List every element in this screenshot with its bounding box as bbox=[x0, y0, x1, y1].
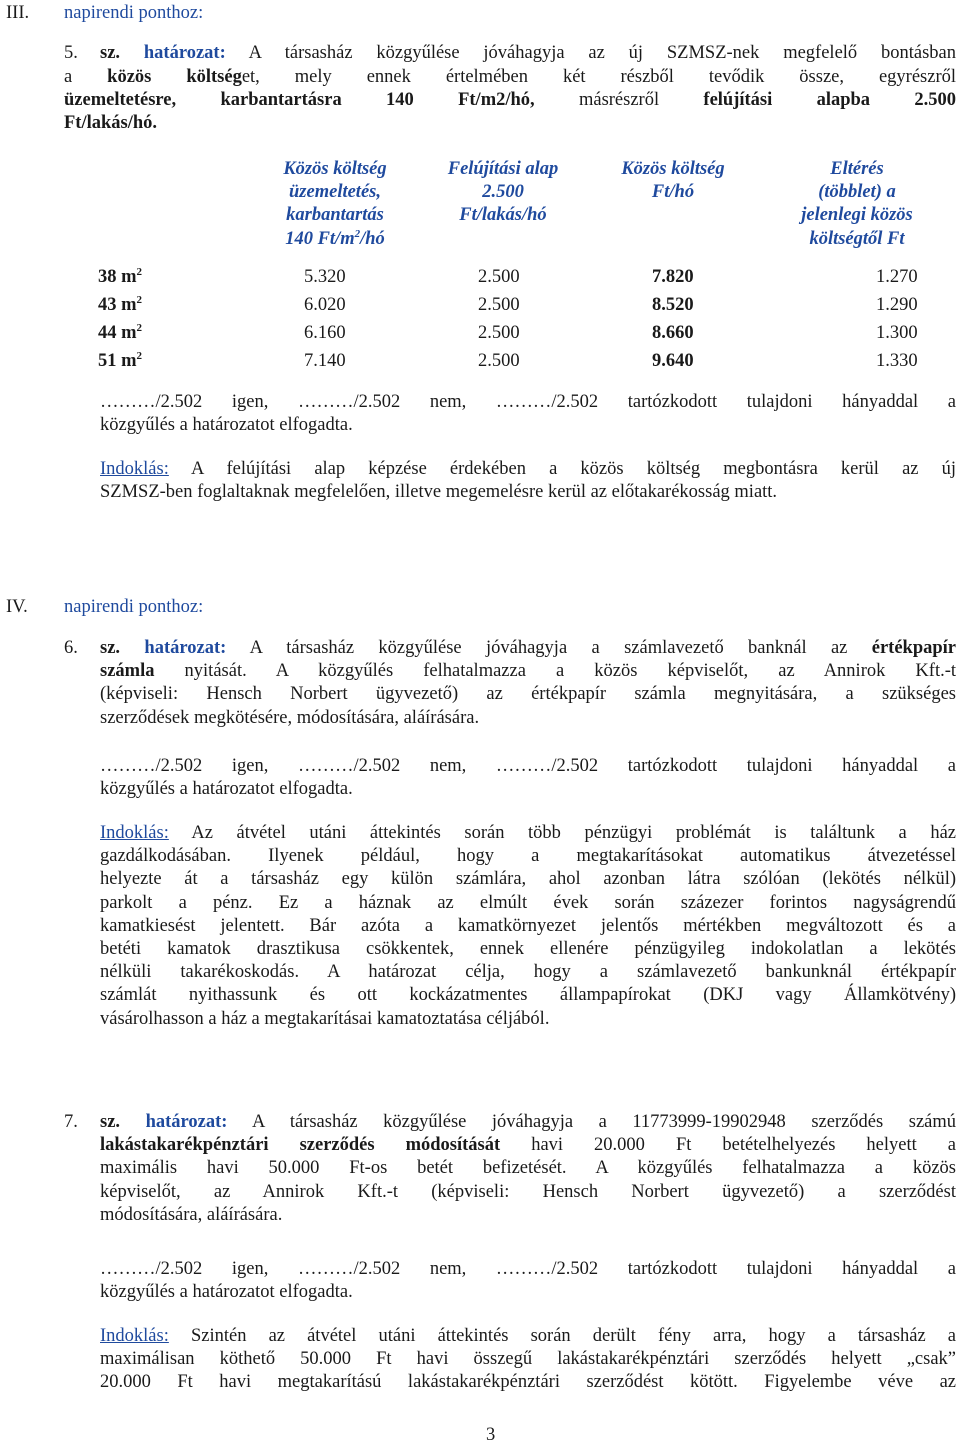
text-line: vásárolhasson a ház a megtakarításai kamatoztatása céljából. bbox=[100, 1008, 550, 1029]
bold-term: felújítási alapba 2.500 bbox=[703, 90, 956, 111]
vote-line: ………/2.502 igen, ………/2.502 nem, ………/2.502 tartózkodott tulajdoni hányaddal a bbox=[100, 1259, 956, 1279]
total-cost: 8.520 bbox=[652, 295, 694, 315]
resolution-label: határozat: bbox=[143, 43, 226, 63]
apartment-size: 51 m bbox=[98, 351, 137, 371]
text-line: (képviseli: Hensch Norbert ügyvezető) az értékpapír számla megnyitására, a szükséges bbox=[100, 684, 956, 705]
renovation-fund: 2.500 bbox=[478, 351, 520, 371]
text-line: helyezte át a társasház egy külön számlára, ahol azonban látra szólóan (lekötés nélkül) bbox=[100, 869, 956, 890]
table-header-operating bbox=[250, 158, 420, 251]
reasoning-label: Indoklás: bbox=[100, 823, 169, 843]
vote-line: közgyűlés a határozatot elfogadta. bbox=[100, 1282, 353, 1303]
resolution-5-text bbox=[100, 42, 956, 65]
cost-difference: 1.330 bbox=[876, 351, 918, 371]
total-cost: 9.640 bbox=[652, 351, 694, 371]
sz-label: sz. bbox=[100, 638, 121, 658]
text-line: módosítására, aláírására. bbox=[100, 1204, 283, 1225]
renovation-fund: 2.500 bbox=[478, 267, 520, 287]
total-cost: 8.660 bbox=[652, 323, 694, 343]
section-number: III. bbox=[6, 3, 30, 23]
bold-term: értékpapír bbox=[871, 638, 957, 658]
text-line: betéti kamatok drasztikusa csökkentek, ennek ellenére pénzügyileg indokolatlan a lekötés bbox=[100, 939, 956, 960]
superscript: 2 bbox=[354, 227, 361, 240]
text-line: Ft/lakás/hó. bbox=[64, 113, 158, 134]
header-line: jelenlegi közös bbox=[801, 205, 913, 226]
bold-term: üzemeltetésre, karbantartásra 140 Ft/m2/hó, bbox=[64, 90, 535, 111]
resolution-6-text bbox=[100, 637, 956, 730]
text-fragment: A társasház közgyűlése jóváhagyja a 11773999-19902948 szerződés számú bbox=[251, 1112, 957, 1132]
header-line: Közös költség bbox=[283, 159, 387, 179]
operating-cost: 6.020 bbox=[304, 295, 346, 315]
header-line: karbantartás bbox=[286, 205, 384, 226]
renovation-fund: 2.500 bbox=[478, 323, 520, 343]
section-label: napirendi ponthoz: bbox=[64, 3, 204, 23]
resolution-number: 6. bbox=[64, 638, 78, 658]
text-fragment: havi 20.000 Ft betételhelyezés helyett a bbox=[531, 1135, 956, 1156]
text-line: kamatkiesést jelentett. Bár azóta a kamatkörnyezet jelentős mértékben megváltozott és a bbox=[100, 915, 956, 936]
superscript: 2 bbox=[136, 322, 143, 334]
text-fragment: Szintén az átvétel utáni áttekintés során derült fény arra, hogy a társasház a bbox=[190, 1326, 957, 1346]
text-line: szerződések megkötésére, módosítására, aláírására. bbox=[100, 707, 480, 728]
text-line: gazdálkodásában. Ilyenek például, hogy a megtakarításokat automatikus átvezetéssel bbox=[100, 846, 956, 867]
text-line: nélküli takarékoskodás. A határozat célja, hogy a számlavezető bankunknál értékpapír bbox=[100, 962, 956, 983]
cost-difference: 1.270 bbox=[876, 267, 918, 287]
vote-result bbox=[100, 1258, 956, 1304]
cost-difference: 1.300 bbox=[876, 323, 918, 343]
header-line: (többlet) a bbox=[818, 182, 896, 203]
resolution-label: határozat: bbox=[145, 1112, 228, 1132]
text-fragment: et, mely ennek értelmében két részből tevődik össze, egyrészről bbox=[241, 67, 956, 87]
text-fragment: A társasház közgyűlése jóváhagyja a számlavezető banknál az bbox=[249, 638, 848, 658]
vote-result bbox=[100, 391, 956, 437]
superscript: 2 bbox=[136, 266, 143, 278]
resolution-label: határozat: bbox=[144, 638, 227, 658]
resolution-number: 5. bbox=[64, 43, 78, 63]
operating-cost: 5.320 bbox=[304, 267, 346, 287]
vote-line: ………/2.502 igen, ………/2.502 nem, ………/2.502 tartózkodott tulajdoni hányaddal a bbox=[100, 392, 956, 412]
text-line: maximálisan köthető 50.000 Ft havi összegű lakástakarékpénztári szerződés helyett „csak” bbox=[100, 1349, 956, 1370]
sz-label: sz. bbox=[100, 1112, 121, 1132]
reasoning bbox=[100, 1325, 956, 1395]
text-line: parkolt a pénz. Ez a háznak az elmúlt évek során százezer forintos nagyságrendű bbox=[100, 892, 956, 913]
operating-cost: 6.160 bbox=[304, 323, 346, 343]
text-line: számlát nyithassunk és ott kockázatmentes állampapírokat (DKJ vagy Államkötvény) bbox=[100, 985, 956, 1006]
header-line: /hó bbox=[360, 228, 385, 249]
section-number: IV. bbox=[6, 597, 28, 617]
renovation-fund: 2.500 bbox=[478, 295, 520, 315]
header-line: Ft/hó bbox=[651, 182, 695, 203]
total-cost: 7.820 bbox=[652, 267, 694, 287]
sz-label: sz. bbox=[100, 43, 121, 63]
vote-line: ………/2.502 igen, ………/2.502 nem, ………/2.502 tartózkodott tulajdoni hányaddal a bbox=[100, 756, 956, 776]
section-label: napirendi ponthoz: bbox=[64, 597, 204, 617]
reasoning-label: Indoklás: bbox=[100, 459, 169, 479]
table-header-renovation bbox=[418, 158, 588, 228]
text-fragment: nyitását. A közgyűlés felhatalmazza a közös képviselőt, az Annirok Kft.-t bbox=[184, 661, 957, 682]
header-line: Közös költség bbox=[621, 159, 725, 179]
vote-line: közgyűlés a határozatot elfogadta. bbox=[100, 779, 353, 800]
text-line: A társasház közgyűlése jóváhagyja az új SZMSZ-nek megfelelő bontásban bbox=[248, 43, 957, 63]
superscript: 2 bbox=[136, 350, 143, 362]
page-number: 3 bbox=[486, 1425, 496, 1445]
header-line: Ft/lakás/hó bbox=[459, 205, 547, 226]
apartment-size: 44 m bbox=[98, 323, 137, 343]
reasoning bbox=[100, 822, 956, 1031]
cost-difference: 1.290 bbox=[876, 295, 918, 315]
reasoning-label: Indoklás: bbox=[100, 1326, 169, 1346]
vote-line: közgyűlés a határozatot elfogadta. bbox=[100, 415, 353, 436]
header-line: költségtől Ft bbox=[809, 228, 905, 249]
table-header-total bbox=[588, 158, 758, 204]
apartment-size: 43 m bbox=[98, 295, 137, 315]
resolution-7-text bbox=[100, 1111, 956, 1227]
text-fragment: másrészről bbox=[578, 90, 660, 111]
resolution-5-body bbox=[64, 66, 956, 136]
superscript: 2 bbox=[136, 294, 143, 306]
header-line: Eltérés bbox=[830, 159, 884, 179]
table-header-difference bbox=[762, 158, 952, 251]
reasoning bbox=[100, 458, 956, 504]
header-line: üzemeltetés, bbox=[289, 182, 381, 203]
vote-result bbox=[100, 755, 956, 801]
operating-cost: 7.140 bbox=[304, 351, 346, 371]
text-fragment: a bbox=[64, 67, 73, 87]
text-line: 20.000 Ft havi megtakarítású lakástakarékpénztári szerződést kötött. Figyelembe véve az bbox=[100, 1372, 956, 1393]
text-line: képviselőt, az Annirok Kft.-t (képviseli: Hensch Norbert ügyvezető) a szerződést bbox=[100, 1181, 956, 1202]
bold-term: közös költség bbox=[107, 67, 242, 87]
text-line: SZMSZ-ben foglaltaknak megfelelően, illetve megemelésre kerül az előtakarékosság miatt. bbox=[100, 482, 778, 503]
text-fragment: Az átvétel utáni áttekintés során több pénzügyi problémát is találtunk a ház bbox=[191, 823, 956, 843]
bold-term: számla bbox=[100, 661, 155, 682]
apartment-size: 38 m bbox=[98, 267, 137, 287]
resolution-number: 7. bbox=[64, 1112, 78, 1132]
header-line: 2.500 bbox=[482, 182, 524, 203]
header-line: 140 Ft/m bbox=[285, 228, 355, 249]
text-line: maximális havi 50.000 Ft-os betét befizetését. A közgyűlés felhatalmazza a közös bbox=[100, 1158, 956, 1179]
bold-term: lakástakarékpénztári szerződés módosítását bbox=[100, 1135, 501, 1156]
text-fragment: A felújítási alap képzése érdekében a közös költség megbontásra kerül az új bbox=[190, 459, 957, 479]
header-line: Felújítási alap bbox=[447, 159, 559, 179]
